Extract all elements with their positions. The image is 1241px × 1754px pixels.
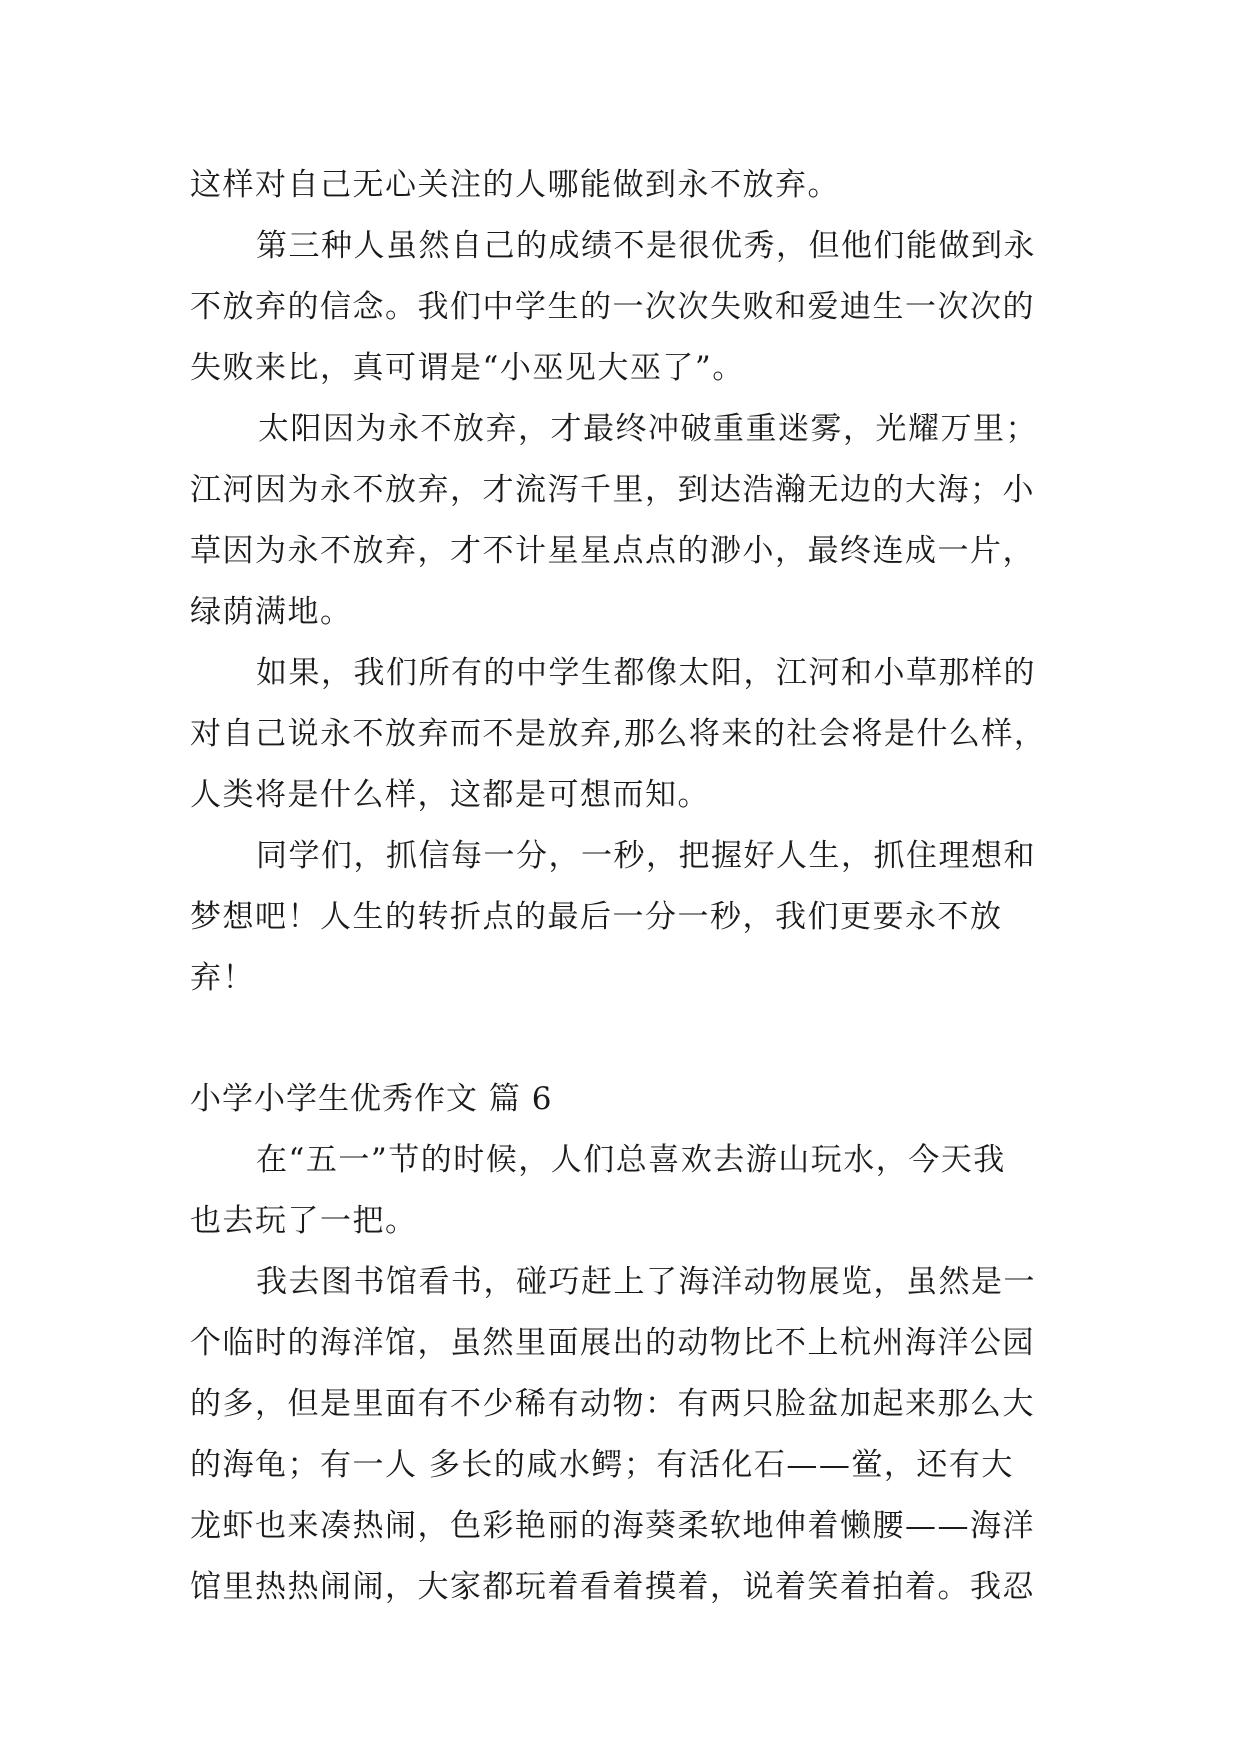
paragraph-start: 第三种人虽然自己的成绩不是很优秀，但他们能做到永 (256, 228, 1036, 264)
text-line: 也去玩了一把。 (190, 1203, 418, 1239)
text-line: 人类将是什么样，这都是可想而知。 (190, 777, 710, 813)
text-line: 这样对自己无心关注的人哪能做到永不放弃。 (190, 167, 840, 203)
text-line: 失败来比，真可谓是“小巫见大巫了”。 (190, 350, 745, 386)
text-line: 弃！ (190, 960, 255, 996)
text-line: 绿荫满地。 (190, 594, 353, 630)
text-line: 的多，但是里面有不少稀有动物：有两只脸盆加起来那么大 (190, 1386, 1035, 1422)
paragraph-start: 同学们，抓信每一分，一秒，把握好人生，抓住理想和 (256, 838, 1036, 874)
text-line: 馆里热热闹闹，大家都玩着看着摸着，说着笑着拍着。我忍 (190, 1569, 1035, 1605)
paragraph-start: 在“五一”节的时候，人们总喜欢去游山玩水，今天我 (256, 1142, 1006, 1178)
text-line: 对自己说永不放弃而不是放弃,那么将来的社会将是什么样， (190, 716, 1047, 752)
paragraph-start: 如果，我们所有的中学生都像太阳，江河和小草那样的 (256, 655, 1036, 691)
text-line: 江河因为永不放弃，才流泻千里，到达浩瀚无边的大海；小 (190, 472, 1035, 508)
text-line: 个临时的海洋馆，虽然里面展出的动物比不上杭州海洋公园 (190, 1325, 1035, 1361)
section-heading: 小学小学生优秀作文 篇 6 (190, 1081, 553, 1117)
text-line: 草因为永不放弃，才不计星星点点的渺小，最终连成一片， (190, 533, 1035, 569)
text-line: 的海龟；有一人 多长的咸水鳄；有活化石——鲎，还有大 (190, 1447, 1014, 1483)
paragraph-start: 太阳因为永不放弃，才最终冲破重重迷雾，光耀万里； (258, 411, 1038, 447)
text-line: 龙虾也来凑热闹，色彩艳丽的海葵柔软地伸着懒腰——海洋 (190, 1508, 1035, 1544)
text-line: 梦想吧！人生的转折点的最后一分一秒，我们更要永不放 (190, 899, 1003, 935)
paragraph-start: 我去图书馆看书，碰巧赶上了海洋动物展览，虽然是一 (256, 1264, 1036, 1300)
text-line: 不放弃的信念。我们中学生的一次次失败和爱迪生一次次的 (190, 289, 1035, 325)
